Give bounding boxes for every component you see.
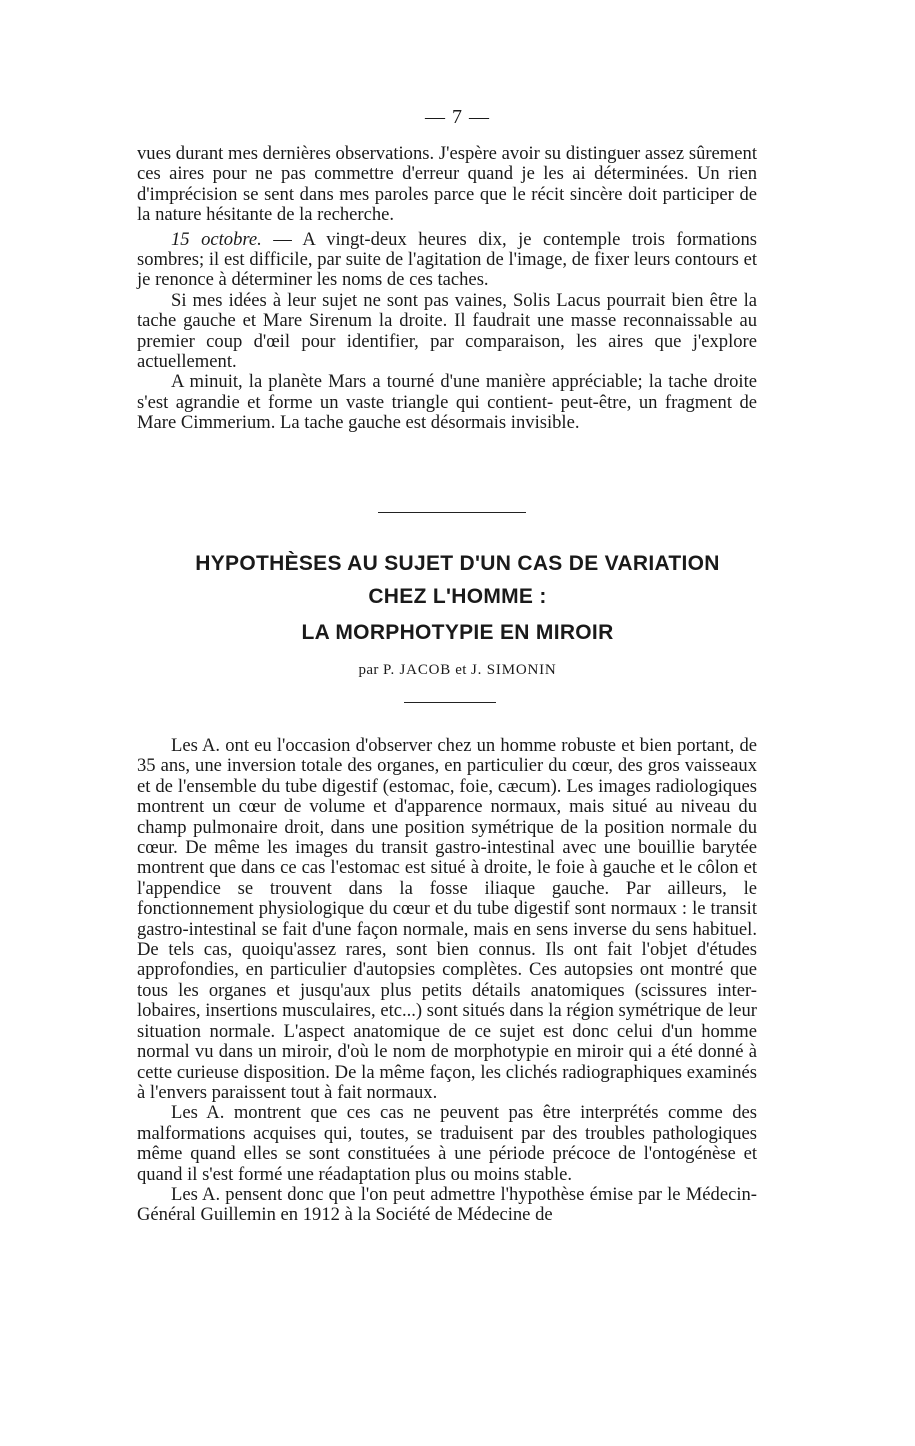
paragraph: vues durant mes dernières observations. J'espère avoir su distinguer assez sûrement ces aires pour ne pas commettre d'erreur quand je les ai déterminées. Un rien d'imprécision se sent dans mes paroles parce que le récit sincère doit participer de la nature hésitante de la recherche. bbox=[137, 143, 757, 226]
section-divider bbox=[378, 512, 526, 513]
paragraph: Si mes idées à leur sujet ne sont pas vaines, Solis Lacus pourrait bien être la tache gauche et Mare Sirenum la droite. Il faudrait une masse reconnaissable au premier coup d'œil pour identifier, par comparaison, les aires que j'explore actuellement. bbox=[137, 289, 757, 373]
date-label: 15 octobre. bbox=[171, 228, 262, 250]
page-number: — 7 — bbox=[425, 106, 490, 128]
author-first: P. JACOB bbox=[382, 662, 452, 678]
article-body bbox=[137, 736, 757, 1226]
byline bbox=[0, 662, 915, 679]
article-title-line-1: HYPOTHÈSES AU SUJET D'UN CAS DE VARIATION bbox=[195, 552, 720, 575]
previous-article-text bbox=[137, 144, 757, 434]
paragraph: Les A. pensent donc que l'on peut admettre l'hypothèse émise par le Médecin-Général Guillemin en 1912 à la Société de Médecine de bbox=[137, 1183, 757, 1226]
byline-divider bbox=[404, 702, 496, 703]
article-title-line-3: LA MORPHOTYPIE EN MIROIR bbox=[301, 621, 614, 644]
paragraph-dated bbox=[137, 230, 757, 291]
byline-joiner: et bbox=[455, 662, 467, 678]
byline-prefix: par bbox=[358, 662, 379, 678]
author-second: J. SIMONIN bbox=[471, 662, 557, 678]
paragraph-text: — A vingt-deux heures dix, je contemple trois formations sombres; il est difficile, par suite de l'agitation de l'image, de fixer leurs contours et je renonce à déterminer les noms de ces taches. bbox=[137, 228, 757, 291]
paragraph: A minuit, la planète Mars a tourné d'une manière appréciable; la tache droite s'est agrandie et forme un vaste triangle qui contient- peut-être, un fragment de Mare Cimmerium. La tache gauche est désormais invisible. bbox=[137, 371, 757, 434]
article-title-line-2: CHEZ L'HOMME : bbox=[368, 585, 547, 608]
paragraph: Les A. ont eu l'occasion d'observer chez un homme robuste et bien portant, de 35 ans, une inversion totale des organes, en particulier du cœur, des gros vaisseaux et de l'ensemble du tube digestif (estomac, foie, cæcum). Les images radiologiques montrent un cœur de volume et d'apparence normaux, mais situé au niveau du champ pulmonaire droit, dans une position symétrique de la position normale du cœur. De même les images du transit gastro-intestinal avec une bouillie barytée montrent que dans ce cas l'estomac est situé à droite, le foie à gauche et le côlon et l'appendice se trouvent dans la fosse iliaque gauche. Par ailleurs, le fonctionnement physiologique du cœur et du tube digestif sont normaux : le transit gastro-intestinal se fait d'une façon normale, mais en sens inverse du sens habituel. De tels cas, quoiqu'assez rares, sont bien connus. Ils ont fait l'objet d'études approfondies, en particulier d'autopsies complètes. Ces autopsies ont montré que tous les organes et jusqu'aux plus petits détails anatomiques (scissures inter-lobaires, insertions musculaires, etc...) sont situés dans la région symétrique de leur situation normale. L'aspect anatomique de ce sujet est donc celui d'un homme normal vu dans un miroir, d'où le nom de morphotypie en miroir qui a été donné à cette curieuse disposition. De la même façon, les clichés radiographiques examinés à l'envers paraissent tout à fait normaux. bbox=[137, 735, 757, 1103]
paragraph: Les A. montrent que ces cas ne peuvent pas être interprétés comme des malformations acquises qui, toutes, se traduisent par des troubles pathologiques même quand elles se sont constituées à une période précoce de l'ontogénèse et quand il s'est formé une réadaptation plus ou moins stable. bbox=[137, 1102, 757, 1185]
